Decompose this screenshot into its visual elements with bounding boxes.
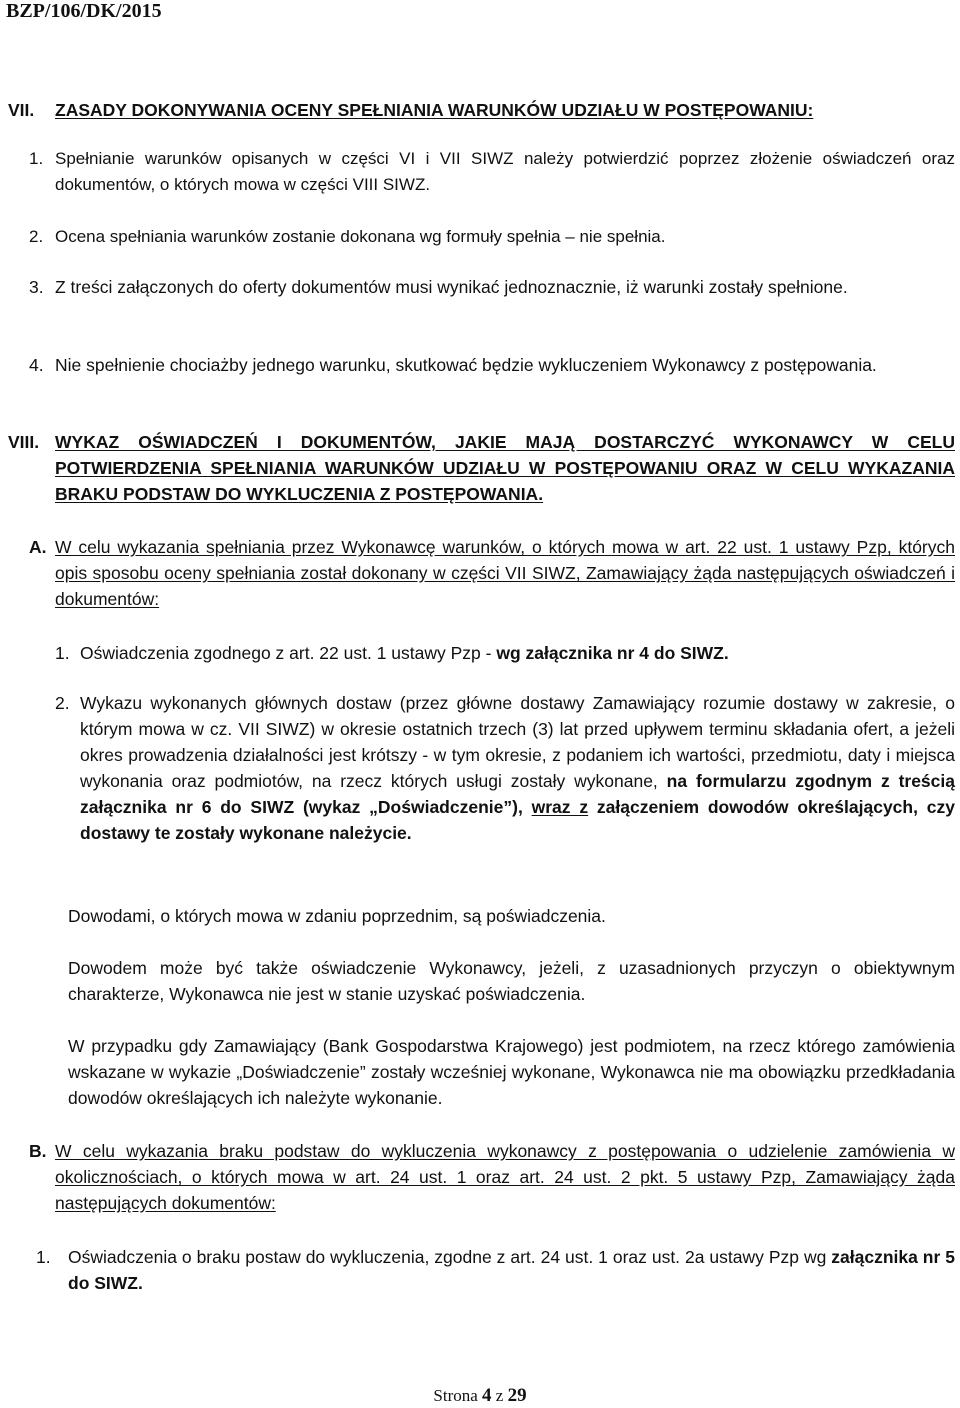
section-8-a-intro: W celu wykazania spełniania przez Wykonawcę warunków, o których mowa w art. 22 ust. 1 ustawy Pzp, których opis sposobu oceny spełniania został dokonany w części VII SIWZ, Zamawiający żąda następujących oświadczeń i dokumentów: [55,537,955,609]
section-8-b-item-1-bold: załącznika nr 5 do SIWZ. [68,1247,955,1293]
section-8-a-item-2-bold-2: załączeniem dowodów określających, czy dostawy te zostały wykonane należycie. [80,797,955,843]
section-8-a-item-2 [80,690,955,846]
section-8-a-label: A. [29,537,47,557]
section-8-a-item-1-bold: wg załącznika nr 4 do SIWZ. [496,643,729,663]
footer-page-total: 29 [507,1385,527,1406]
section-8-a-paragraph-1: Dowodami, o których mowa w zdaniu poprzednim, są poświadczenia. [68,906,606,926]
footer-prefix: Strona [433,1386,483,1405]
section-8-b-item-1-number: 1. [36,1247,51,1267]
section-8-a-item-1-text: Oświadczenia zgodnego z art. 22 ust. 1 ustawy Pzp - [80,643,497,663]
page-footer [0,1385,960,1407]
section-7-item-3-number: 3. [29,277,44,297]
section-8-a-item-2-bold-underline: wraz z [531,797,589,817]
section-8-a-paragraph-2: Dowodem może być także oświadczenie Wykonawcy, jeżeli, z uzasadnionych przyczyn o obiektywnym charakterze, Wykonawca nie jest w stanie uzyskać poświadczenia. [68,958,955,1004]
section-8-a-item-1 [80,640,950,666]
section-7-item-3-text: Z treści załączonych do oferty dokumentów musi wynikać jednoznacznie, iż warunki zostały spełnione. [55,277,848,297]
section-7-item-2-number: 2. [29,227,44,246]
section-8-b-label: B. [29,1141,47,1161]
section-7-item-1-text: Spełnianie warunków opisanych w części VI i VII SIWZ należy potwierdzić poprzez złożenie oświadczeń oraz dokumentów, o których mowa w części VIII SIWZ. [55,149,955,194]
section-8-a-item-2-number: 2. [55,693,70,713]
section-8-number: VIII. [8,432,40,452]
section-7-item-2-text: Ocena spełniania warunków zostanie dokonana wg formuły spełnia – nie spełnia. [55,227,666,246]
section-7-title: ZASADY DOKONYWANIA OCENY SPEŁNIANIA WARUNKÓW UDZIAŁU W POSTĘPOWANIU: [55,100,814,120]
footer-separator: z [491,1386,508,1405]
section-8-a-paragraph-3: W przypadku gdy Zamawiający (Bank Gospodarstwa Krajowego) jest podmiotem, na rzecz którego zamówienia wskazane w wykazie „Doświadczenie” zostały wcześniej wykonane, Wykonawca nie ma obowiązku przedkładania dowodów określających ich należyte wykonanie. [68,1036,955,1108]
section-8-a-item-1-number: 1. [55,643,70,663]
section-8-b-item-1-text: Oświadczenia o braku postaw do wykluczenia, zgodne z art. 24 ust. 1 oraz ust. 2a ustawy Pzp wg [68,1247,832,1267]
section-7-item-1-number: 1. [29,149,44,168]
section-8-b-item-1 [68,1244,955,1296]
section-7-item-4-text: Nie spełnienie chociażby jednego warunku, skutkować będzie wykluczeniem Wykonawcy z postępowania. [55,355,877,375]
section-8-a-item-2-text: Wykazu wykonanych głównych dostaw (przez główne dostawy Zamawiający rozumie dostawy w zakresie, o którym mowa w cz. VII SIWZ) w okresie ostatnich trzech (3) lat przed upływem terminu składania ofert, a jeżeli okres prowadzenia działalności jest krótszy - w tym okresie, z podaniem ich wartości, przedmiotu, daty i miejsca wykonania oraz podmiotów, na rzecz których usługi zostały wykonane, [80,693,955,791]
section-7-number: VII. [8,100,35,120]
section-7-item-4-number: 4. [29,355,44,375]
section-8-a-item-2-bold-1: na formularzu zgodnym z treścią załącznika nr 6 do SIWZ (wykaz „Doświadczenie”), [80,771,955,817]
section-8-b-intro: W celu wykazania braku podstaw do wykluczenia wykonawcy z postępowania o udzielenie zamówienia w okolicznościach, o których mowa w art. 24 ust. 1 oraz art. 24 ust. 2 pkt. 5 ustawy Pzp, Zamawiający żąda następujących dokumentów: [55,1141,955,1213]
section-8-title: WYKAZ OŚWIADCZEŃ I DOKUMENTÓW, JAKIE MAJĄ DOSTARCZYĆ WYKONAWCY W CELU POTWIERDZENIA SPEŁNIANIA WARUNKÓW UDZIAŁU W POSTĘPOWANIU ORAZ W CELU WYKAZANIA BRAKU PODSTAW DO WYKLUCZENIA Z POSTĘPOWANIA. [55,432,955,504]
document-reference: BZP/106/DK/2015 [6,0,162,22]
footer-page-number: 4 [482,1385,492,1406]
